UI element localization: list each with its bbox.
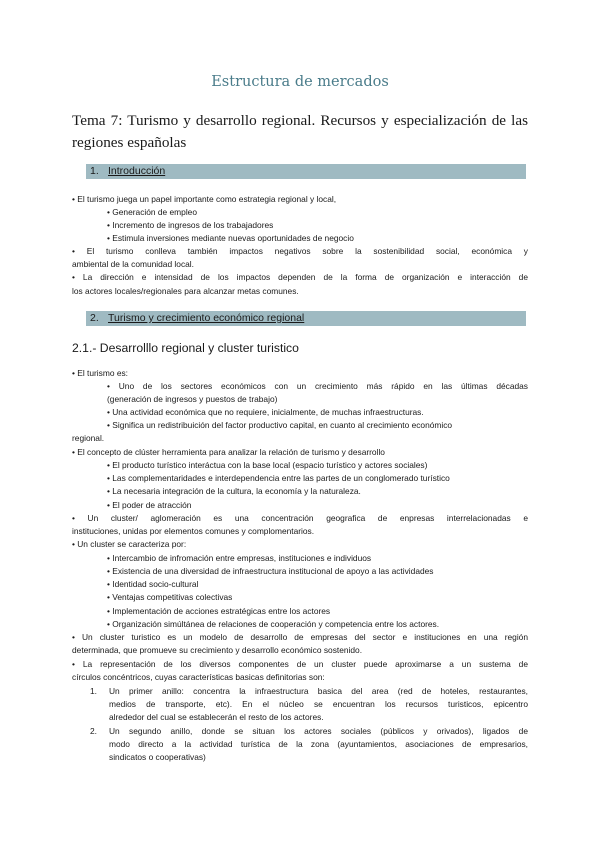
list-item: • Implementación de acciones estratégicas entre los actores (107, 606, 331, 616)
document-title: Estructura de mercados (211, 74, 389, 90)
section-heading-turismo (86, 311, 526, 326)
list-item: • Las complementaridades e interdependencia entre las partes de un conglomerado turístico (107, 473, 450, 483)
paragraph-line: ambiental de la comunidad local. (72, 259, 194, 269)
paragraph-line: • Un cluster/ aglomeración es una concentración geografica de enpresas interrelacionadas e (72, 513, 528, 523)
list-item: • Organización simúltánea de relaciones de cooperación y competencia entre los actores. (107, 619, 440, 629)
subsection-title: 2.1.- Desarrolllo regional y cluster turistico (72, 341, 299, 355)
list-item: • Ventajas competitivas colectivas (107, 592, 233, 602)
paragraph-line: • La representación de los diversos componentes de un cluster puede aproximarse a un sustema de (72, 659, 528, 669)
list-item: • Uno de los sectores económicos con un crecimiento más rápido en las últimas décadas (107, 381, 528, 391)
paragraph-line: • Un cluster turistico es un modelo de desarrollo de empresas del sector e instituciones en una región (72, 632, 528, 642)
section-title: Introducción (108, 165, 166, 177)
ordered-list-item-cont: alrededor del cual se establecerán el resto de los actores. (109, 712, 324, 722)
list-item: • El producto turístico interáctua con la base local (espacio turístico y actores sociales) (107, 460, 428, 470)
paragraph-line: determinada, que promueve su crecimiento y desarrollo económico sostenido. (72, 645, 363, 655)
list-item: • Intercambio de infromación entre empresas, instituciones e individuos (107, 553, 372, 563)
paragraph-line: los actores locales/regionales para alcanzar metas comunes. (72, 286, 299, 296)
list-item: • Incremento de ingresos de los trabajadores (107, 220, 274, 230)
list-item: • El poder de atracción (107, 500, 192, 510)
topic-title: Tema 7: Turismo y desarrollo regional. Recursos y especialización de las regiones españolas (72, 112, 528, 151)
paragraph: • El turismo es: (72, 368, 128, 378)
section-number: 1. (90, 165, 99, 177)
list-item-cont: regional. (72, 433, 105, 443)
ordered-list-number: 1. (90, 686, 97, 696)
paragraph-line: instituciones, unidas por elementos comunes y complomentarios. (72, 526, 315, 536)
section-title: Turismo y crecimiento económico regional (108, 312, 305, 324)
paragraph: • El concepto de clúster herramienta para analizar la relación de turismo y desarrollo (72, 447, 385, 457)
paragraph-line: • La dirección e intensidad de los impactos dependen de la forma de organización e interacción de (72, 272, 528, 282)
ordered-list-number: 2. (90, 726, 97, 736)
ordered-list-item-cont: modo directo a la actividad turística de la zona (ayuntamientos, asociaciones de empresarios, (109, 739, 528, 749)
ordered-list-item: Un primer anillo: concentra la infraestructura basica del area (red de hoteles, restaurantes, (109, 686, 528, 696)
ordered-list-item: Un segundo anillo, donde se situan los actores sociales (públicos y orivados), ligados de (109, 726, 528, 736)
list-item: • Una actividad económica que no requiere, inicialmente, de muchas infraestructuras. (107, 407, 424, 417)
paragraph: • Un cluster se caracteriza por: (72, 539, 187, 549)
list-item: • Significa un redistribuición del factor productivo capital, en cuanto al crecimiento económico (107, 420, 453, 430)
list-item: • Existencia de una diversidad de infraestructura institucional de apoyo a las actividades (107, 566, 434, 576)
section-number: 2. (90, 312, 99, 324)
ordered-list-item-cont: medios de transporte, etc). En el núcleo se encuentran los recursos turisticos, epicentro (109, 699, 528, 709)
list-item-cont: (generación de ingresos y puestos de trabajo) (107, 394, 278, 404)
list-item: • Estimula inversiones mediante nuevas oportunidades de negocio (107, 233, 354, 243)
ordered-list-item-cont: sindicatos o cooperativas) (109, 752, 206, 762)
list-item: • La necesaria integración de la cultura, la economía y la naturaleza. (107, 486, 361, 496)
list-item: • Generación de empleo (107, 207, 197, 217)
paragraph-line: • El turismo conlleva también impactos negativos sobre la sostenibilidad social, económica y (72, 246, 528, 256)
section-heading-introduccion (86, 164, 526, 179)
list-item: • Identidad socio-cultural (107, 579, 199, 589)
paragraph-line: círculos concéntricos, cuyas características basicas definitorias son: (72, 672, 325, 682)
paragraph: • El turismo juega un papel importante como estrategia regional y local, (72, 194, 337, 204)
